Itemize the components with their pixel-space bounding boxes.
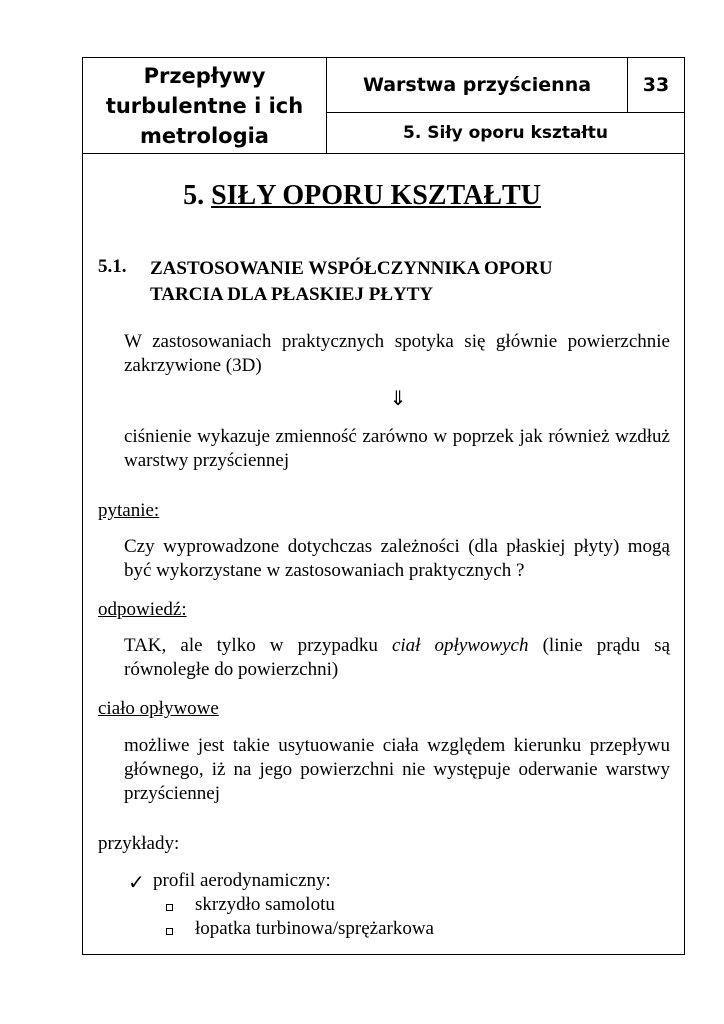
title-text: SIŁY OPORU KSZTAŁTU: [211, 180, 541, 211]
subsection-title-line: ZASTOSOWANIE WSPÓŁCZYNNIKA OPORU: [150, 258, 553, 279]
page-header: [83, 58, 684, 154]
subsection-title-line: TARCIA DLA PŁASKIEJ PŁYTY: [150, 284, 434, 305]
page-title: [0, 180, 724, 212]
square-bullet-icon: [166, 928, 173, 935]
examples-label: przykłady:: [98, 833, 180, 854]
list-subitem: skrzydło samolotu: [195, 894, 335, 915]
answer-paragraph: [124, 634, 670, 682]
list-item: profil aerodynamiczny:: [153, 870, 331, 891]
square-bullet-icon: [166, 904, 173, 911]
title-number: 5.: [183, 180, 205, 211]
list-subitem: łopatka turbinowa/sprężarkowa: [195, 918, 434, 939]
checkmark-icon: ✓: [128, 872, 145, 894]
topic-title: Warstwa przyścienna: [327, 58, 628, 113]
answer-label: odpowiedź:: [98, 599, 187, 620]
subsection-number: 5.1.: [98, 256, 127, 277]
answer-text: (linie prądu są równoległe do powierzchni): [124, 635, 670, 680]
page-number: 33: [628, 58, 684, 113]
course-title-line: metrologia: [140, 123, 269, 148]
consequence-paragraph: ciśnienie wykazuje zmienność zarówno w poprzek jak również wzdłuż warstwy przyściennej: [124, 426, 670, 471]
course-title: [83, 58, 327, 153]
question-paragraph: Czy wyprowadzone dotychczas zależności (dla płaskiej płyty) mogą być wykorzystane w zastosowaniach praktycznych ?: [124, 536, 670, 581]
down-arrow-icon: ⇓: [389, 388, 407, 410]
intro-paragraph: W zastosowaniach praktycznych spotyka się głównie powierzchnie zakrzywione (3D): [124, 331, 670, 376]
definition-label: ciało opływowe: [98, 698, 219, 719]
subsection-title: [150, 256, 650, 308]
course-title-line: Przepływy: [143, 63, 266, 88]
course-title-line: turbulentne i ich: [105, 93, 304, 118]
question-label: pytanie:: [98, 500, 160, 521]
answer-emphasis: ciał opływowych: [391, 635, 529, 656]
section-title: 5. Siły oporu kształtu: [403, 123, 608, 143]
definition-paragraph: możliwe jest takie usytuowanie ciała względem kierunku przepływu głównego, iż na jego powierzchni nie występuje oderwanie warstwy przyściennej: [124, 735, 670, 804]
answer-text: TAK, ale tylko w przypadku: [124, 635, 392, 656]
